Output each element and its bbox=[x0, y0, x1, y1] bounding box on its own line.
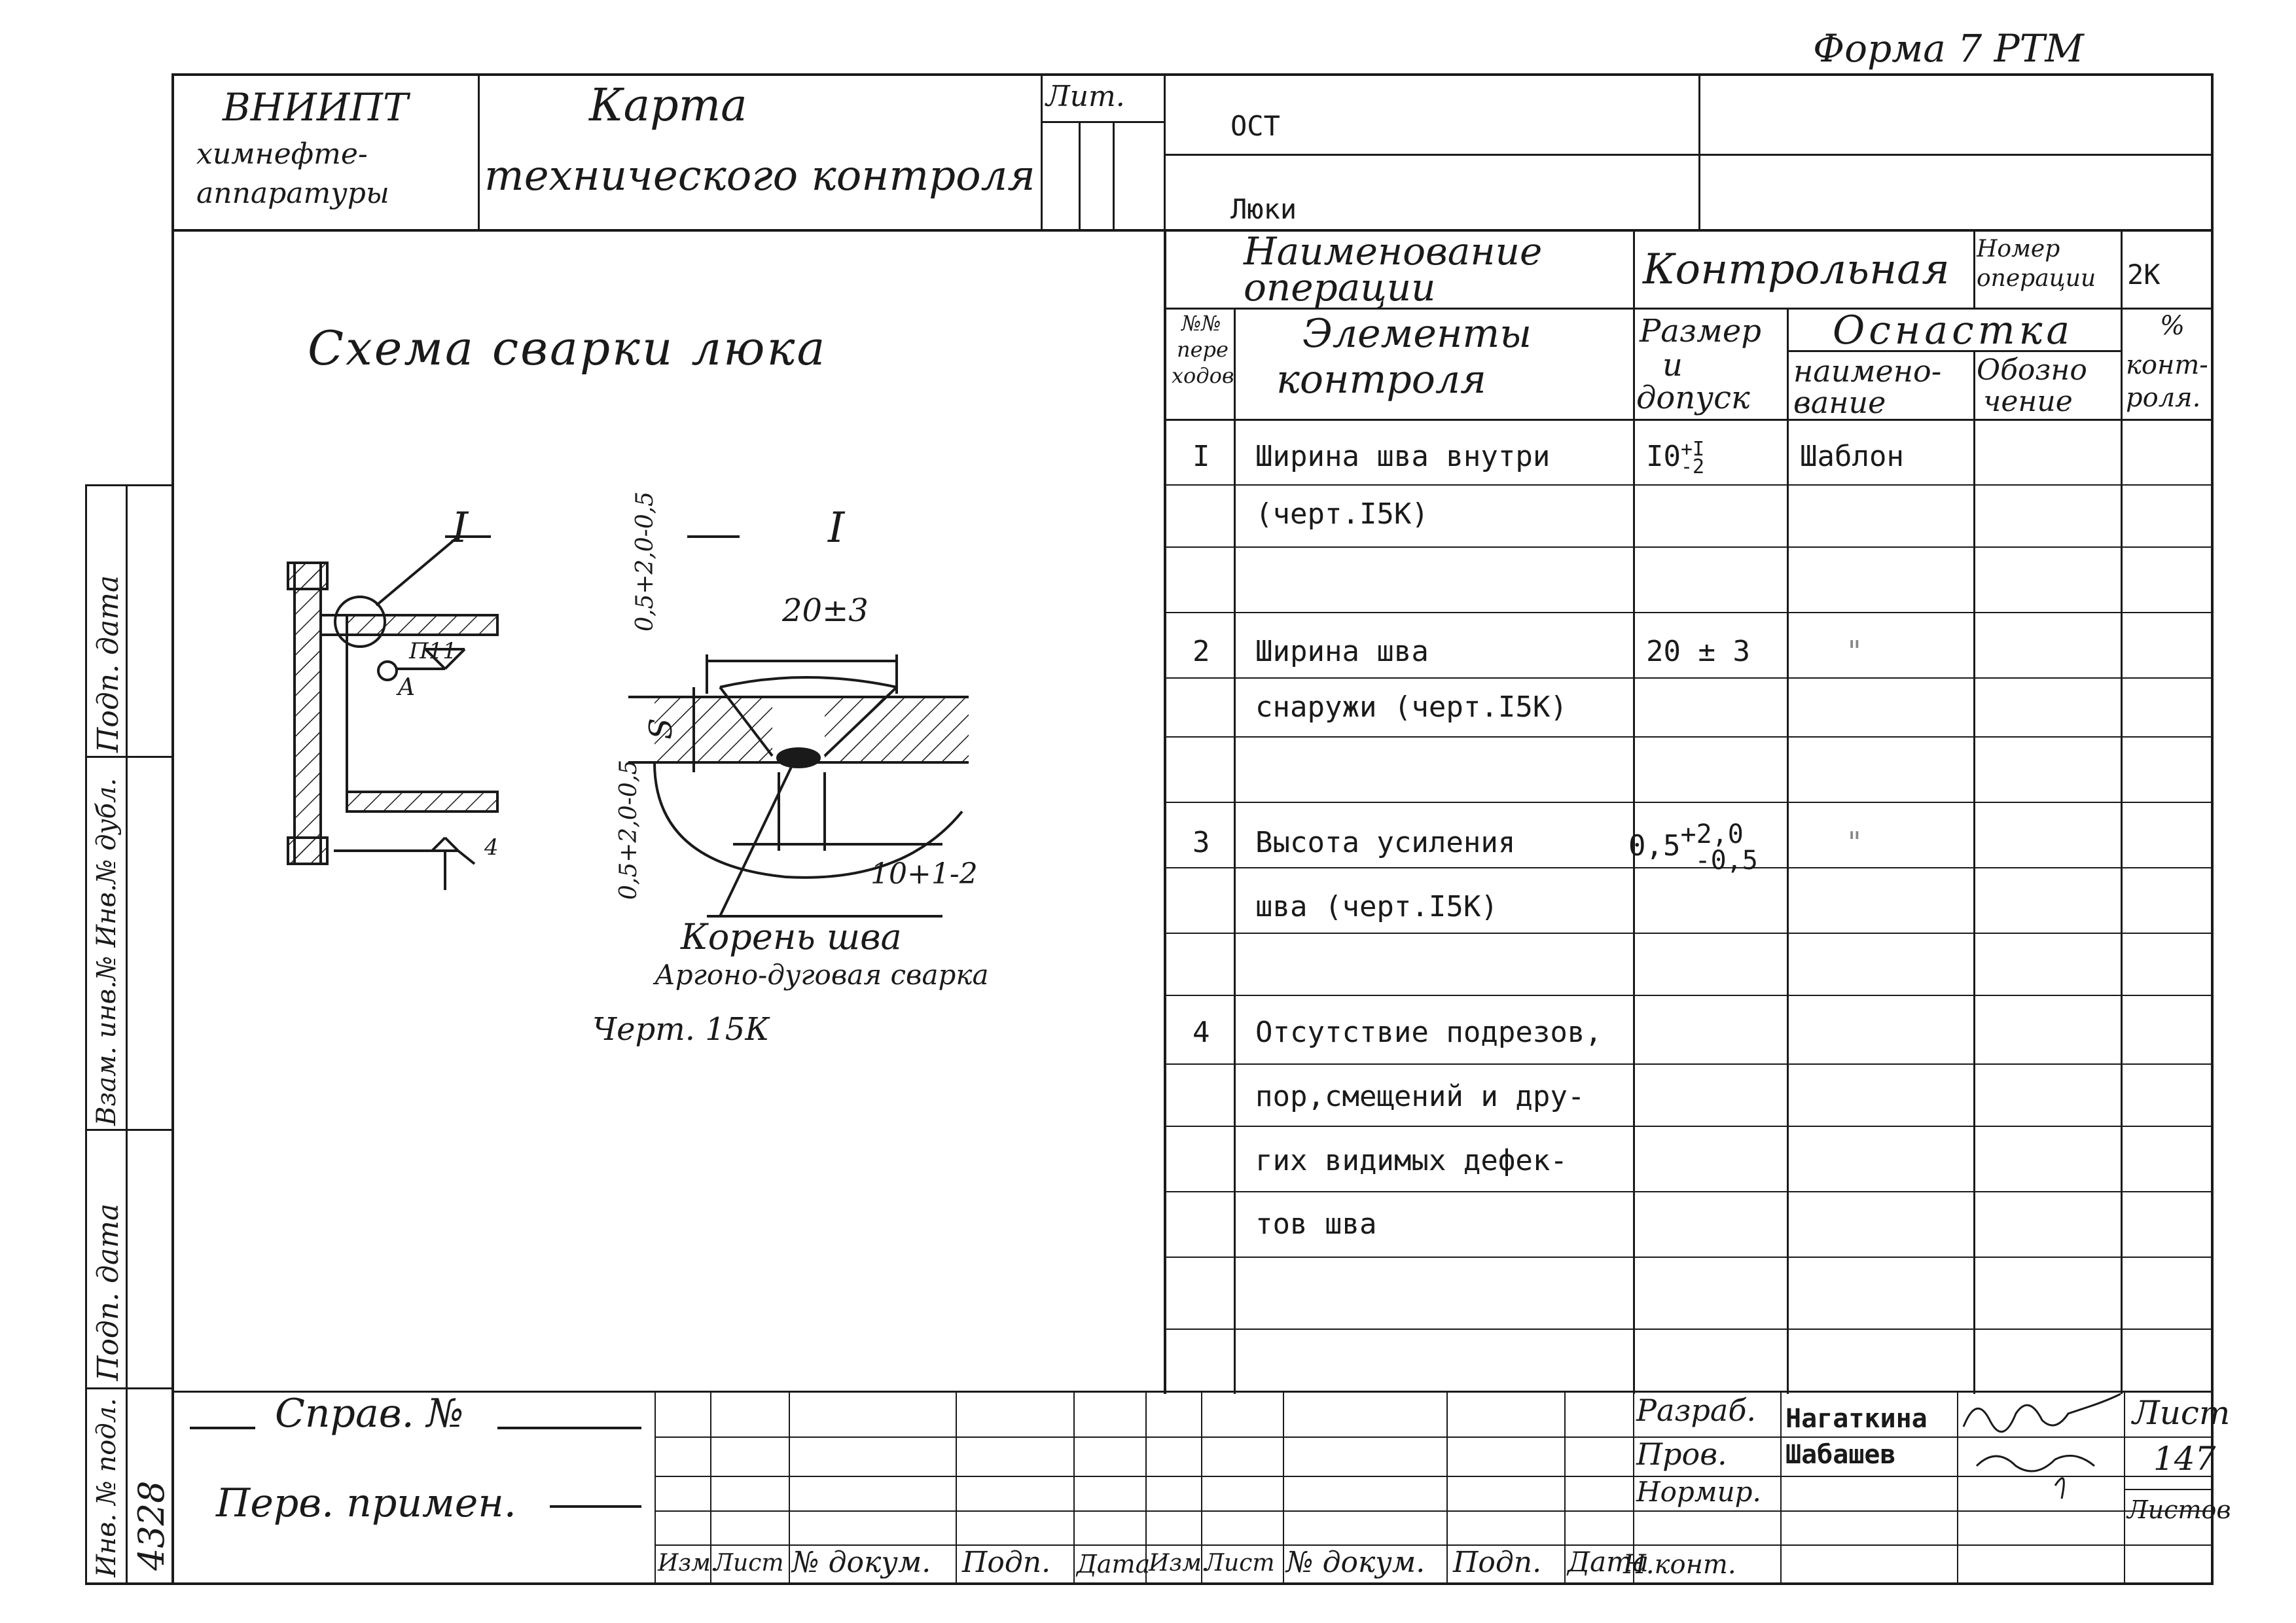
row-line-14 bbox=[1164, 1329, 2214, 1330]
footer-prov-label: Пров. bbox=[1636, 1436, 1727, 1472]
footer-razrab-label: Разраб. bbox=[1636, 1393, 1757, 1428]
side-podp-data-top: Подп. дата bbox=[92, 575, 125, 753]
header-v-lit-1 bbox=[1079, 121, 1081, 230]
row-line-9 bbox=[1164, 995, 2214, 996]
title-line2: технического контроля bbox=[484, 152, 1035, 200]
footer-signatures bbox=[1957, 1368, 2127, 1518]
th-v-osn bbox=[1973, 350, 1975, 1394]
row-2-line1: Ширина шва bbox=[1255, 635, 1429, 668]
weld-letter: A bbox=[398, 674, 415, 701]
footer-v-9 bbox=[1446, 1391, 1448, 1584]
th-osn-name-2: вание bbox=[1793, 385, 1886, 420]
header-v-right bbox=[1698, 73, 1700, 230]
footer-col-podp-1: Подп. bbox=[962, 1546, 1051, 1579]
row-line-3 bbox=[1164, 612, 2214, 613]
lit-label: Лит. bbox=[1046, 80, 1125, 113]
th-elements-2: контроля bbox=[1276, 357, 1486, 402]
side-podp-data-bottom: Подп. дата bbox=[92, 1203, 125, 1381]
row-1-line2: (черт.I5К) bbox=[1255, 497, 1429, 531]
op-number-value: 2К bbox=[2127, 259, 2161, 291]
frame-right bbox=[2211, 73, 2214, 1585]
header-v-lit-2 bbox=[1113, 121, 1115, 230]
row-3-line2: шва (черт.I5К) bbox=[1255, 890, 1498, 923]
side-inv-number: 4328 bbox=[131, 1480, 172, 1571]
th-osn-desig-2: чение bbox=[1983, 385, 2073, 418]
footer-v-4 bbox=[956, 1391, 957, 1584]
footer-col-izm-2: Изм. bbox=[1149, 1550, 1210, 1577]
header-v-lit-end bbox=[1164, 73, 1166, 230]
row-line-2 bbox=[1164, 546, 2214, 548]
th-elements-1: Элементы bbox=[1302, 311, 1532, 357]
row-line-12 bbox=[1164, 1191, 2214, 1192]
process-label: Аргоно-дуговая сварка bbox=[655, 959, 989, 991]
footer-sprav: Справ. № bbox=[275, 1391, 464, 1436]
footer-list-value: 147 bbox=[2153, 1440, 2216, 1478]
th-num-2: пере bbox=[1177, 337, 1229, 362]
footer-col-list-1: Лист bbox=[713, 1550, 784, 1577]
footer-v-8 bbox=[1283, 1391, 1284, 1584]
row-line-6 bbox=[1164, 802, 2214, 803]
form-label: Форма 7 РТМ bbox=[1813, 26, 2084, 71]
row-4-line1: Отсутствие подрезов, bbox=[1255, 1016, 1602, 1049]
row-line-4 bbox=[1164, 677, 2214, 679]
row-1-size-main: I0 bbox=[1646, 440, 1681, 473]
op-name-label-2: операции bbox=[1244, 265, 1436, 310]
row-2-line2: снаружи (черт.I5К) bbox=[1255, 690, 1568, 724]
header-v-org bbox=[478, 73, 480, 230]
row-3-size bbox=[1628, 821, 1758, 874]
op-v-num bbox=[1973, 229, 1975, 308]
margin-outer-left bbox=[85, 484, 87, 1585]
row-line-1 bbox=[1164, 484, 2214, 486]
th-num-1: №№ bbox=[1181, 311, 1221, 336]
manhole-section bbox=[288, 537, 497, 890]
org-line1: ВНИИПТ bbox=[223, 85, 408, 130]
th-size-3: допуск bbox=[1636, 380, 1750, 416]
th-v-num bbox=[1234, 308, 1236, 1394]
footer-v-10 bbox=[1564, 1391, 1566, 1584]
footer-col-doc-1: № докум. bbox=[792, 1546, 931, 1579]
th-size-2: и bbox=[1662, 347, 1683, 383]
dim-width: 20±3 bbox=[782, 592, 869, 629]
th-pct-3: роля. bbox=[2126, 383, 2201, 413]
footer-col-list-2: Лист bbox=[1204, 1550, 1275, 1577]
footer-nkont-label: Н.конт. bbox=[1623, 1550, 1736, 1580]
op-number-label-1: Номер bbox=[1977, 236, 2060, 262]
footer-list-h bbox=[2124, 1489, 2214, 1490]
row-1-size bbox=[1646, 440, 1704, 476]
footer-v-5 bbox=[1073, 1391, 1075, 1584]
footer-col-izm-1: Изм. bbox=[658, 1550, 719, 1577]
row-1-line1: Ширина шва внутри bbox=[1255, 440, 1551, 473]
side-vzam-inv: Взам. инв.№ Инв.№ дубл. bbox=[92, 777, 122, 1126]
footer-listov-label: Листов bbox=[2127, 1495, 2231, 1524]
dim-top: 0,5+2,0-0,5 bbox=[632, 491, 658, 632]
row-line-8 bbox=[1164, 933, 2214, 934]
footer-normir-label: Нормир. bbox=[1636, 1476, 1761, 1508]
row-4-line4: тов шва bbox=[1255, 1207, 1377, 1241]
row-3-size-low: -0,5 bbox=[1695, 846, 1758, 876]
row-4-line2: пор,смещений и дру- bbox=[1255, 1080, 1585, 1113]
footer-list-label: Лист bbox=[2132, 1394, 2231, 1432]
row-1-num: I bbox=[1193, 440, 1210, 473]
row-3-num: 3 bbox=[1193, 826, 1210, 859]
row-2-size: 20 ± 3 bbox=[1646, 635, 1750, 668]
margin-top bbox=[85, 484, 173, 486]
margin-div-3 bbox=[85, 1387, 173, 1389]
th-v-size bbox=[1787, 308, 1789, 1394]
footer-col-podp-2: Подп. bbox=[1453, 1546, 1542, 1579]
drawing-caption: Схема сварки люка bbox=[308, 321, 827, 376]
title-line1: Карта bbox=[589, 80, 747, 132]
product-text: Люки bbox=[1230, 193, 1297, 225]
th-num-3: ходов bbox=[1172, 363, 1234, 388]
callout-left: I bbox=[452, 504, 469, 552]
root-label: Корень шва bbox=[681, 916, 902, 957]
footer-v-1 bbox=[655, 1391, 656, 1584]
row-1-size-up: +I bbox=[1680, 438, 1705, 461]
frame-bottom bbox=[85, 1582, 2214, 1585]
row-2-tool: " bbox=[1846, 635, 1863, 668]
org-line3: аппаратуры bbox=[196, 177, 389, 210]
footer-top bbox=[171, 1391, 2214, 1393]
row-1-size-low: -2 bbox=[1680, 455, 1705, 478]
footer-col-data-1: Дата bbox=[1077, 1550, 1151, 1578]
margin-inner-left bbox=[126, 484, 128, 1585]
margin-div-1 bbox=[85, 756, 173, 758]
footer-prov-name: Шабашев bbox=[1785, 1440, 1896, 1470]
th-osn-name-1: наимено- bbox=[1793, 353, 1942, 389]
row-3-size-up: +2,0 bbox=[1680, 819, 1744, 849]
org-line2: химнефте- bbox=[196, 137, 368, 171]
weld-num: 4 bbox=[484, 834, 499, 861]
row-line-11 bbox=[1164, 1126, 2214, 1127]
footer-perv: Перв. примен. bbox=[216, 1480, 516, 1526]
dim-root: 10+1-2 bbox=[870, 857, 978, 891]
row-line-5 bbox=[1164, 736, 2214, 738]
footer-razrab-name: Нагаткина bbox=[1785, 1404, 1928, 1434]
row-4-line3: гих видимых дефек- bbox=[1255, 1144, 1568, 1177]
weld-symbol: П11 bbox=[409, 638, 457, 664]
op-number-label-2: операции bbox=[1977, 265, 2096, 292]
callout-right: I bbox=[828, 504, 845, 552]
op-name-label-1: Наименование bbox=[1244, 229, 1543, 274]
fig-label: Черт. 15К bbox=[592, 1011, 770, 1048]
th-size-1: Размер bbox=[1640, 313, 1762, 349]
th-osn-desig-1: Обозно bbox=[1977, 353, 2087, 387]
op-name-value: Контрольная bbox=[1643, 245, 1950, 294]
op-v-numval bbox=[2121, 229, 2123, 1394]
footer-v-3 bbox=[789, 1391, 790, 1584]
row-1-tool: Шаблон bbox=[1800, 440, 1904, 473]
header-h-lit bbox=[1041, 121, 1165, 123]
footer-sprav-dash-2 bbox=[497, 1427, 641, 1429]
margin-div-2 bbox=[85, 1129, 173, 1131]
footer-sprav-dash-1 bbox=[190, 1427, 255, 1429]
dim-s: S bbox=[643, 718, 679, 740]
header-h-mid bbox=[1164, 154, 2214, 156]
table-left bbox=[1164, 229, 1166, 1394]
th-pct-2: конт- bbox=[2126, 350, 2208, 380]
th-bottom bbox=[1164, 419, 2214, 421]
th-pct-1: % bbox=[2160, 311, 2185, 341]
footer-v-12 bbox=[1780, 1391, 1782, 1584]
th-osnastka: Оснастка bbox=[1833, 308, 2074, 353]
row-3-tool: " bbox=[1846, 826, 1863, 859]
frame-left bbox=[171, 73, 174, 1585]
ost-text: ОСТ bbox=[1230, 110, 1280, 142]
side-inv-podl: Инв. № подл. bbox=[92, 1398, 122, 1577]
row-4-num: 4 bbox=[1193, 1016, 1210, 1049]
footer-col-doc-2: № докум. bbox=[1286, 1546, 1426, 1579]
row-line-10 bbox=[1164, 1063, 2214, 1065]
row-line-13 bbox=[1164, 1257, 2214, 1258]
row-2-num: 2 bbox=[1193, 635, 1210, 668]
dim-bottom: 0,5+2,0-0,5 bbox=[615, 759, 642, 900]
row-3-line1: Высота усиления bbox=[1255, 826, 1516, 859]
op-v-name bbox=[1633, 229, 1635, 1394]
row-3-size-main: 0,5 bbox=[1628, 829, 1681, 863]
footer-perv-dash bbox=[550, 1505, 641, 1508]
footer-col-data-2: Дата bbox=[1568, 1546, 1649, 1578]
header-v-title bbox=[1041, 73, 1043, 230]
